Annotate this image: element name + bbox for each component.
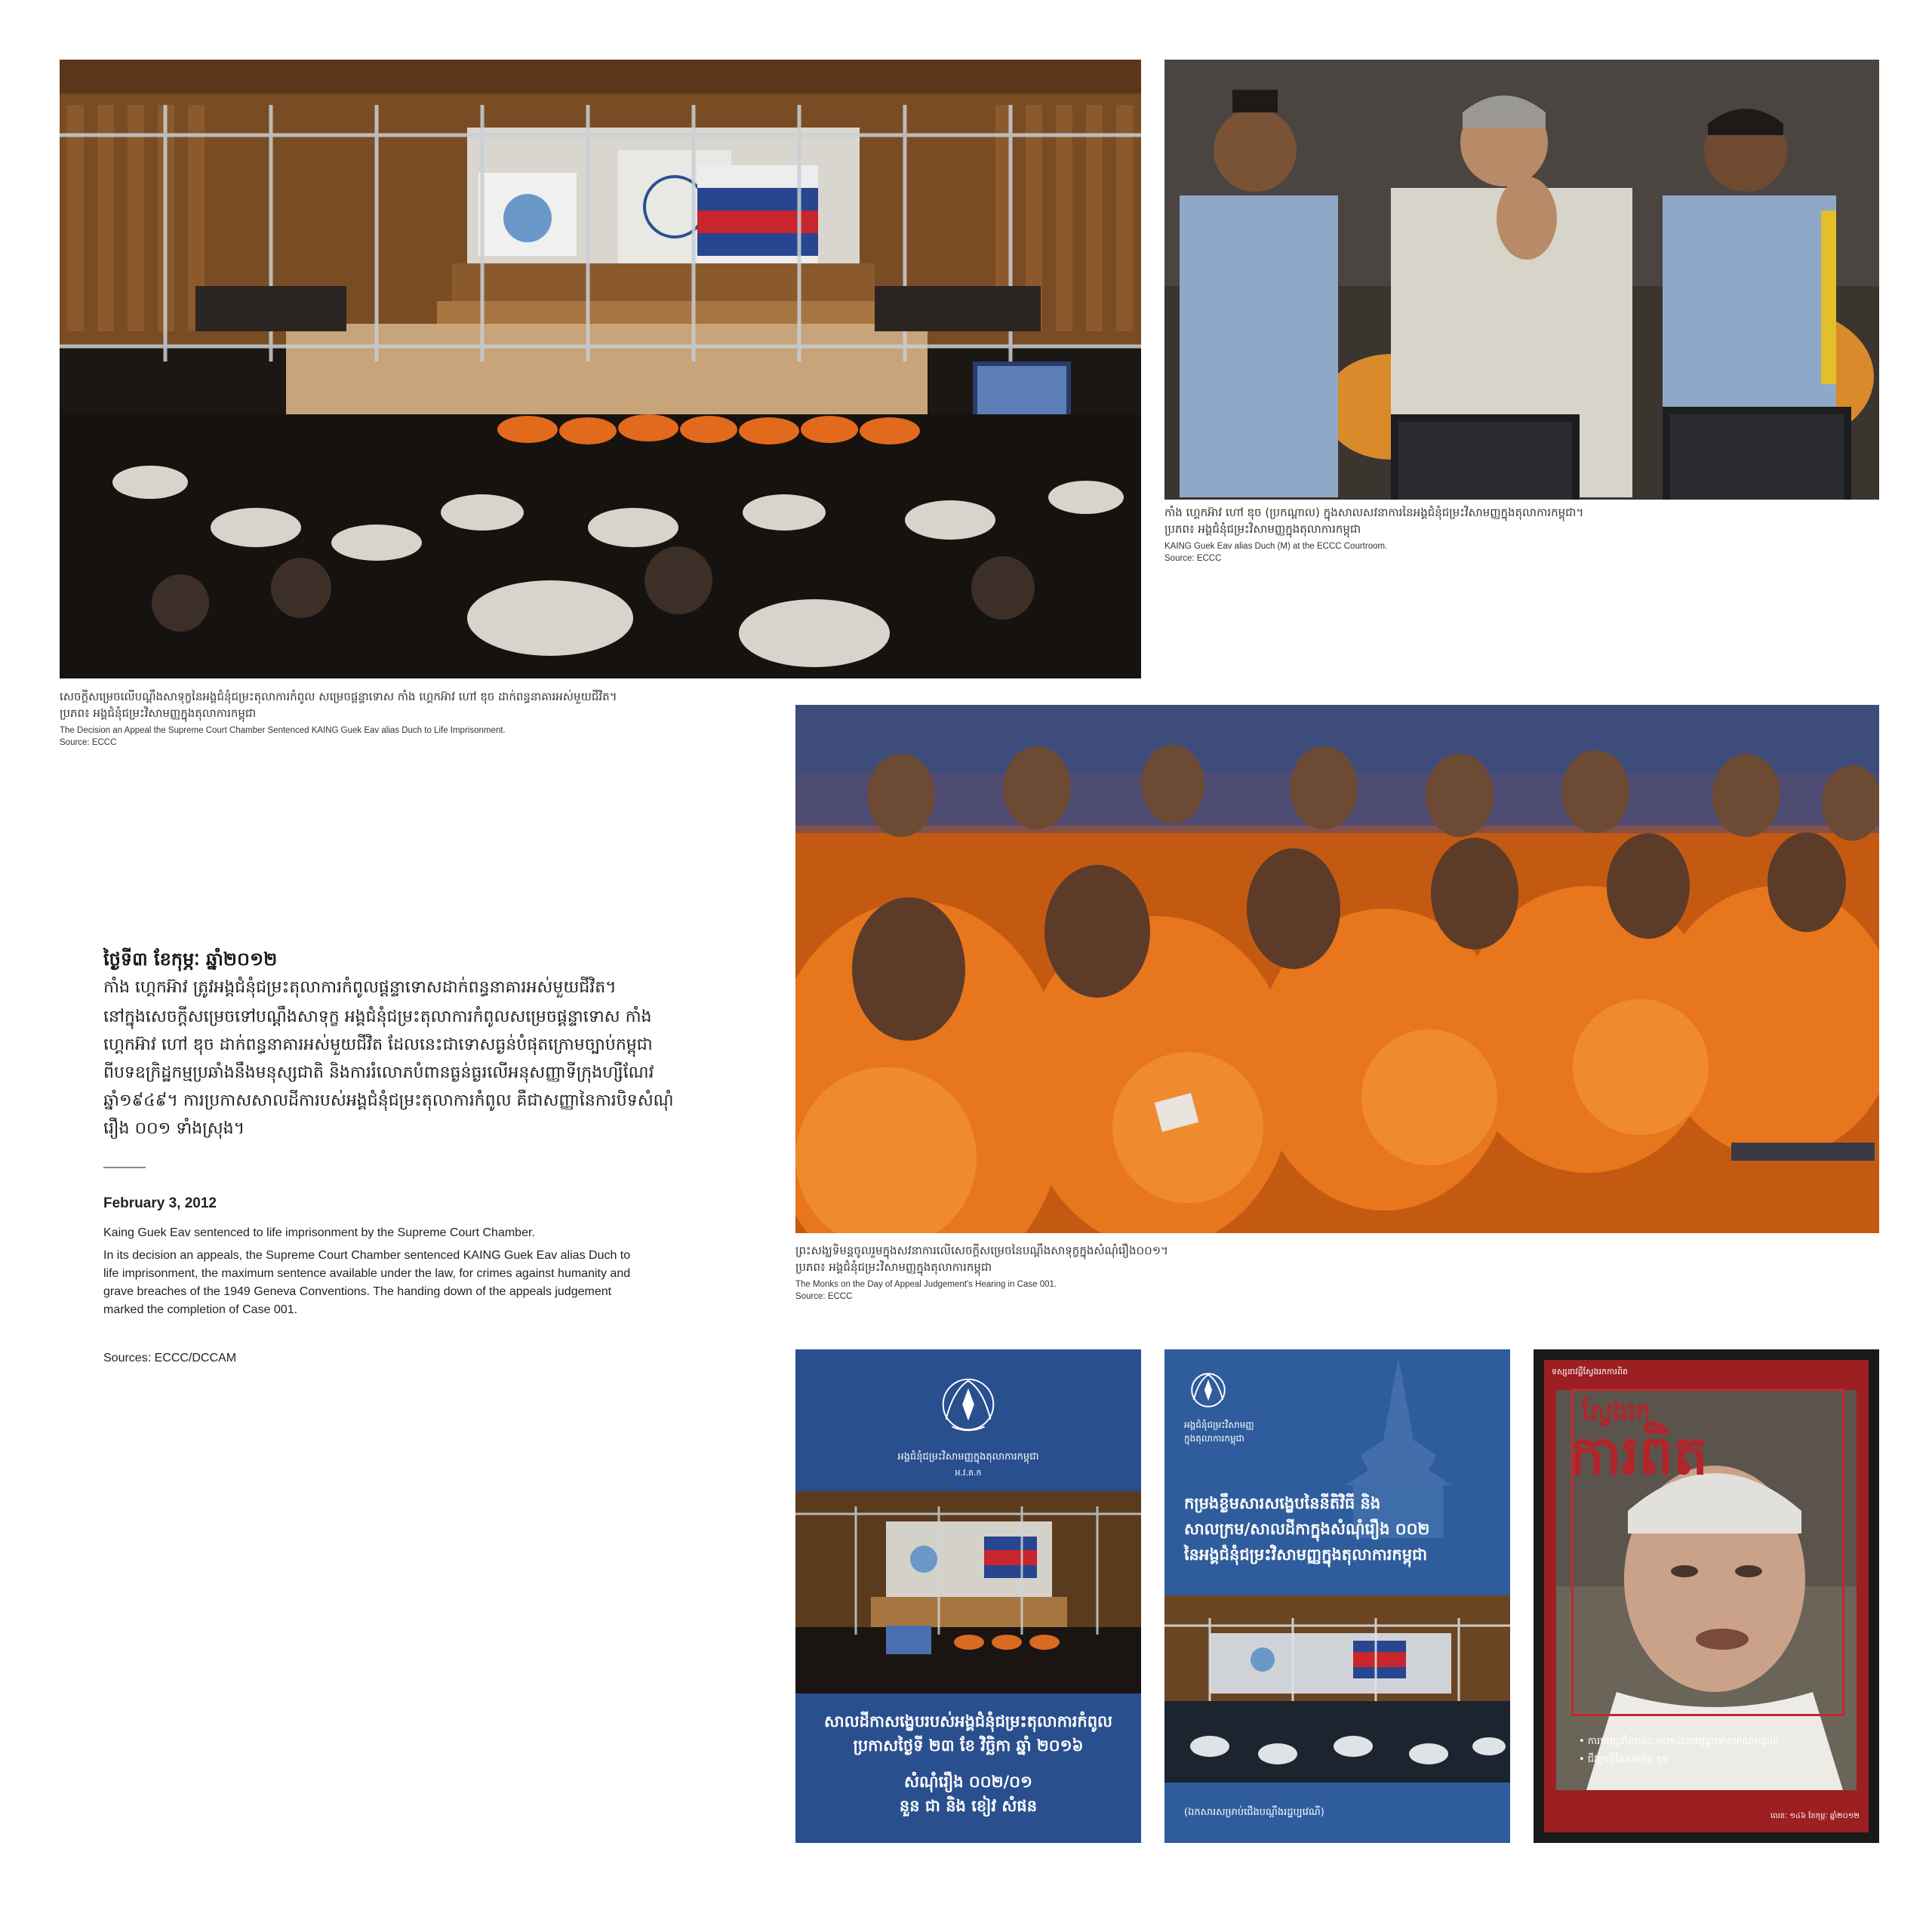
cover-searching-for-truth-magazine <box>1534 1349 1879 1843</box>
photo-courtroom-wide <box>60 60 1141 678</box>
photo2-caption-km: កាំង ហ្គេកអ៊ាវ ហៅ ឌុច (ប្រកណ្ដាល) ក្នុងសាលសវនាការនៃអង្គជំនុំជម្រះវិសាមញ្ញក្នុងតុលាការកម្ពុជា។ <box>1164 506 1584 519</box>
photo2-caption-en: KAING Guek Eav alias Duch (M) at the ECCC Courtroom. <box>1164 542 1388 551</box>
cover1-title-line2: ប្រកាសថ្ងៃទី ២៣ ខែ វិច្ឆិកា ឆ្នាំ ២០១៦ <box>853 1737 1084 1755</box>
photo3-caption-km: ព្រះសង្ឃទិមន្តចូលរួមក្នុងសវនាការលើសេចក្ដីសម្រេចនៃបណ្ដឹងសាទុក្ខក្នុងសំណុំរឿង០០១។ <box>795 1244 1168 1257</box>
cover2-footer: (ឯកសារសម្រាប់ជើងបណ្ដឹងរដ្ឋប្បវេណី) <box>1184 1807 1324 1818</box>
cover2-courtroom-photo <box>1164 1595 1510 1783</box>
section-divider <box>103 1167 146 1168</box>
photo1-source: Source: ECCC <box>60 738 117 747</box>
article-sources: Sources: ECCC/DCCAM <box>103 1352 237 1364</box>
photo1-caption-km: សេចក្ដីសម្រេចលើបណ្ដឹងសាទុក្ខនៃអង្គជំនុំជម្រះតុលាការកំពូល សម្រេចផ្ដន្ទាទោស កាំង ហ្គេកអ៊ាវ ហៅ ឌុច ដាក់ពន្ធនាគារអស់មួយជីវិត។ <box>60 690 617 703</box>
article-body-km: នៅក្នុងសេចក្ដីសម្រេចទៅបណ្ដឹងសាទុក្ខ អង្គជំនុំជម្រះតុលាការកំពូលសម្រេចផ្ដន្ទាទោស កាំង ហ្គេកអ៊ាវ ហៅ ឌុច ដាក់ពន្ធនាគារអស់មួយជីវិត ដែលនេះជាទោសធ្ងន់បំផុតក្រោមច្បាប់កម្ពុជា ពីបទឧក្រិដ្ឋកម្មប្រឆាំងនឹងមនុស្សជាតិ និងការរំលោភបំពានធ្ងន់ធ្ងរលើអនុសញ្ញាទីក្រុងហ្សឺណែវឆ្នាំ១៩៤៩។ ការប្រកាសសាលដីការបស់អង្គជំនុំជម្រះតុលាការកំពូល គឺជាសញ្ញានៃការបិទសំណុំរឿង ០០១ ទាំងស្រុង។ <box>103 1008 674 1138</box>
cover1-abbr: អ.វ.ត.ក <box>955 1468 982 1478</box>
cover-appeal-judgement-summary <box>795 1349 1141 1843</box>
cover1-title-line1: សាលដីកាសង្ខេបរបស់អង្គជំនុំជម្រះតុលាការកំពូល <box>823 1712 1113 1730</box>
photo2-caption <box>1164 504 1879 565</box>
photo1-caption-km-source: ប្រភព៖ អង្គជំនុំជម្រះវិសាមញ្ញក្នុងតុលាការកម្ពុជា <box>60 706 257 720</box>
photo3-source: Source: ECCC <box>795 1292 853 1301</box>
cover2-org-line1: អង្គជំនុំជម្រះវិសាមញ្ញ <box>1184 1420 1254 1430</box>
cover2-org-line2: ក្នុងតុលាការកម្ពុជា <box>1184 1433 1244 1444</box>
article-date-en: February 3, 2012 <box>103 1195 217 1211</box>
magazine-bullet-2: • ជីវប្រវត្តិនៃសមមិត្ត ឌុច <box>1579 1754 1669 1765</box>
eccc-emblem-icon <box>1184 1366 1232 1414</box>
photo2-source: Source: ECCC <box>1164 554 1222 563</box>
photo3-caption-en: The Monks on the Day of Appeal Judgement's Hearing in Case 001. <box>795 1280 1057 1289</box>
photo1-caption-en: The Decision an Appeal the Supreme Court Chamber Sentenced KAING Guek Eav alias Duch to Life Imprisonment. <box>60 726 506 735</box>
cover1-courtroom-photo <box>795 1491 1141 1694</box>
photo-duch-guards <box>1164 60 1879 500</box>
magazine-masthead: ការពិត <box>1570 1423 1708 1487</box>
magazine-bottom-line: លេខៈ ១៤៦ ខែកុម្ភៈ ឆ្នាំ២០១២ <box>1770 1812 1860 1820</box>
article-headline-en: Kaing Guek Eav sentenced to life imprisonment by the Supreme Court Chamber. <box>103 1226 535 1239</box>
cover-case-002-summary <box>1164 1349 1510 1843</box>
magazine-bullet-1: • ការចេញជាំនគណៈ០០១នៃការផ្ដន្ទាទោសកំណត់ផ្ទាល់ <box>1579 1736 1780 1747</box>
cover1-case-line1: សំណុំរឿង ០០២/០១ <box>904 1773 1032 1791</box>
magazine-masthead-small: ស្វែងរក <box>1582 1397 1651 1426</box>
article-date-km: ថ្ងៃទី៣ ខែកុម្ភៈ ឆ្នាំ២០១២ <box>103 949 278 970</box>
cover2-title-line3: នៃអង្គជំនុំជម្រះវិសាមញ្ញក្នុងតុលាការកម្ពុជា <box>1184 1546 1428 1564</box>
article-text-block <box>103 946 685 1367</box>
photo2-caption-km-source: ប្រភព៖ អង្គជំនុំជម្រះវិសាមញ្ញក្នុងតុលាការកម្ពុជា <box>1164 522 1361 536</box>
cover2-title-line2: សាលក្រម/សាលដីកាក្នុងសំណុំរឿង ០០២ <box>1184 1520 1430 1538</box>
article-body-en: In its decision an appeals, the Supreme Court Chamber sentenced KAING Guek Eav alias Duch to life imprisonment, the maximum sentence available under the law, for crimes against humanity and grave breaches of the 1949 Geneva Conventions. The handing down of the appeals judgement marked the completion of Case 001. <box>103 1249 631 1316</box>
magazine-top-line: ទស្សនាវដ្ដីស្វែងរកការពិត <box>1552 1367 1629 1377</box>
article-headline-km: កាំង ហ្គេកអ៊ាវ ត្រូវអង្គជំនុំជម្រះតុលាការកំពូលផ្ដន្ទាទោសដាក់ពន្ធនាគារអស់មួយជីវិត។ <box>103 978 617 997</box>
photo3-caption-km-source: ប្រភព៖ អង្គជំនុំជម្រះវិសាមញ្ញក្នុងតុលាការកម្ពុជា <box>795 1260 992 1274</box>
cover1-case-line2: នួន ជា និង ខៀវ សំផន <box>899 1797 1038 1815</box>
photo3-caption <box>795 1242 1879 1303</box>
photo-monks <box>795 705 1879 1233</box>
cover2-title-line1: កម្រងខ្លឹមសារសង្ខេបនៃនីតិវិធី និង <box>1184 1494 1381 1512</box>
eccc-emblem-icon <box>931 1367 1005 1441</box>
cover1-org: អង្គជំនុំជម្រះវិសាមញ្ញក្នុងតុលាការកម្ពុជា <box>897 1451 1039 1463</box>
